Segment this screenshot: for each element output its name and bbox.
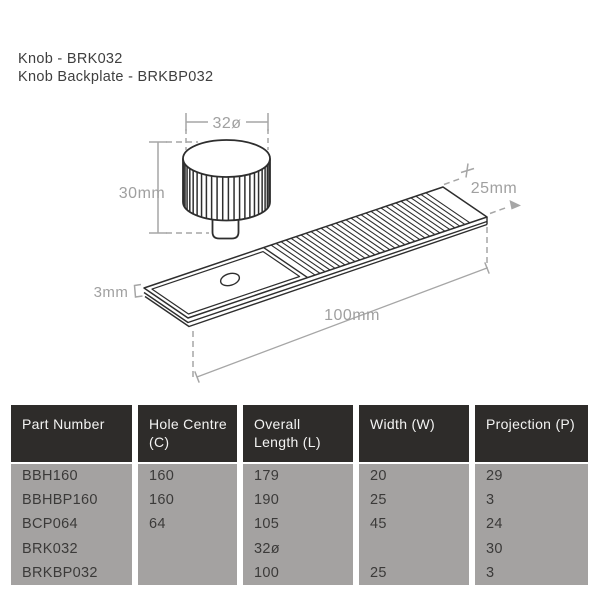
dim-label-knob-height: 30mm <box>118 185 166 202</box>
cell-width: 45 <box>359 512 469 536</box>
cell-width <box>359 537 469 561</box>
cell-projection: 24 <box>475 512 588 536</box>
cell-part-number: BRK032 <box>11 537 132 561</box>
cell-part-number: BBHBP160 <box>11 488 132 512</box>
cell-hole-centre <box>138 537 237 561</box>
cell-hole-centre: 160 <box>138 488 237 512</box>
cell-width: 25 <box>359 561 469 585</box>
cell-overall-length: 105 <box>243 512 353 536</box>
cell-hole-centre: 160 <box>138 464 237 488</box>
spec-table-header <box>11 405 588 462</box>
dim-label-plate-thickness: 3mm <box>93 284 129 301</box>
col-header-overall-length: Overall Length (L) <box>243 405 353 462</box>
dim-label-plate-width: 25mm <box>470 180 518 197</box>
spec-table <box>11 405 588 585</box>
cell-part-number: BRKBP032 <box>11 561 132 585</box>
col-header-part-number: Part Number <box>11 405 132 462</box>
col-header-projection: Projection (P) <box>475 405 588 462</box>
cell-width: 20 <box>359 464 469 488</box>
cell-projection: 3 <box>475 488 588 512</box>
col-header-width: Width (W) <box>359 405 469 462</box>
cell-width: 25 <box>359 488 469 512</box>
cell-overall-length: 100 <box>243 561 353 585</box>
cell-hole-centre: 64 <box>138 512 237 536</box>
cell-part-number: BCP064 <box>11 512 132 536</box>
col-header-hole-centre: Hole Centre (C) <box>138 405 237 462</box>
plate-hole <box>219 271 241 287</box>
cell-overall-length: 179 <box>243 464 353 488</box>
cell-overall-length: 32ø <box>243 537 353 561</box>
cell-part-number: BBH160 <box>11 464 132 488</box>
cell-projection: 3 <box>475 561 588 585</box>
cell-projection: 30 <box>475 537 588 561</box>
knob-top-face <box>183 140 270 177</box>
knob-drawing <box>183 140 270 239</box>
cell-overall-length: 190 <box>243 488 353 512</box>
spec-table-body <box>11 464 588 585</box>
cell-projection: 29 <box>475 464 588 488</box>
dim-label-knob-diameter: 32ø <box>212 115 242 132</box>
dim-label-plate-length: 100mm <box>324 307 380 324</box>
product-title-backplate: Knob Backplate - BRKBP032 <box>18 69 214 85</box>
product-title-knob: Knob - BRK032 <box>18 51 123 67</box>
knob-stem <box>213 220 239 239</box>
plate-rib-texture <box>271 193 470 275</box>
cell-hole-centre <box>138 561 237 585</box>
